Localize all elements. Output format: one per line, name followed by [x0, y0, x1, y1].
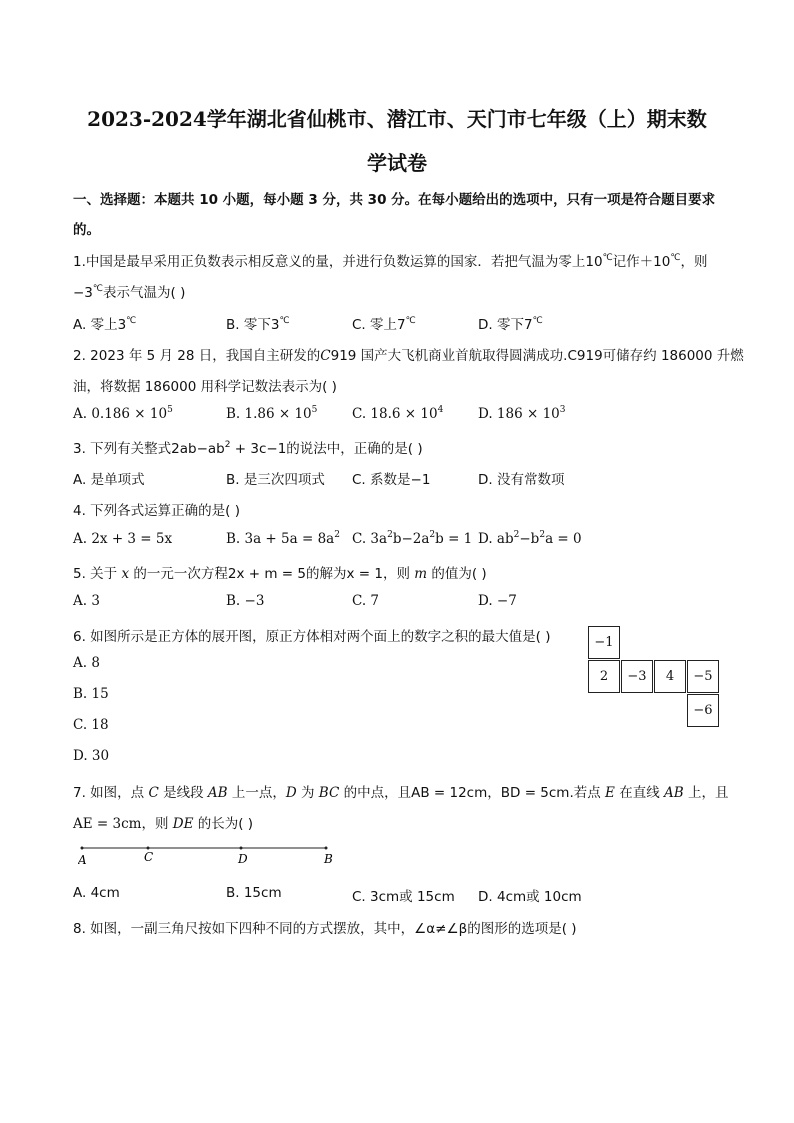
q2-option-c: C. $18.6 \times 10^4$	[352, 405, 444, 422]
q5-option-b: B. −3	[226, 593, 265, 609]
q4-option-c: C. $3a^2b-2a^2b = 1$	[352, 530, 473, 547]
question-1-stem-cont: −3℃表示气温为( )	[73, 284, 186, 301]
question-1-stem: 1.中国是最早采用正负数表示相反意义的量，并进行负数运算的国家．若把气温为零上10℃记作＋10℃，则	[73, 253, 708, 270]
net-cell: 4	[654, 660, 686, 693]
q2-option-d: D. $186 \times 10^3$	[478, 405, 566, 422]
net-cell: −3	[621, 660, 653, 693]
point-a-dot	[81, 847, 84, 850]
exam-title-line1: 2023-2024学年湖北省仙桃市、潜江市、天门市七年级（上）期末数	[87, 107, 707, 131]
question-5-stem: 5. 关于 x 的一元一次方程2x + m = 5的解为x = 1，则 m 的值为( )	[73, 566, 487, 582]
q3-option-b: B. 是三次四项式	[226, 472, 325, 488]
q1-option-a: A. 零上3℃	[73, 316, 137, 333]
point-b-label: B	[324, 852, 333, 866]
segment-figure	[78, 844, 338, 870]
q2-option-a: A. $0.186 \times 10^5$	[73, 405, 173, 422]
question-2-stem-cont: 油，将数据 186000 用科学记数法表示为( )	[73, 379, 337, 395]
q4-option-a: A. 2x + 3 = 5x	[73, 531, 173, 547]
point-d-label: D	[238, 852, 248, 866]
point-a-label: A	[78, 853, 87, 867]
point-c-label: C	[144, 850, 154, 864]
q6-option-a: A. 8	[73, 655, 100, 671]
question-7-stem-cont: AE = 3cm，则 DE 的长为( )	[73, 816, 254, 832]
point-d-dot	[240, 847, 243, 850]
q6-option-b: B. 15	[73, 686, 109, 702]
q1-option-b: B. 零下3℃	[226, 316, 290, 333]
question-3-stem: 3. 下列有关整式$2ab-ab^2 + 3c-1$的说法中，正确的是( )	[73, 440, 423, 457]
section-heading-cont: 的。	[73, 222, 100, 238]
q5-option-a: A. 3	[73, 593, 100, 609]
q7-option-a: A. 4cm	[73, 885, 120, 901]
question-8-stem: 8. 如图，一副三角尺按如下四种不同的方式摆放，其中，∠α≠∠β的图形的选项是( )	[73, 921, 577, 937]
question-7-stem: 7. 如图，点 C 是线段 AB 上一点，D 为 BC 的中点，且AB = 12cm，BD = 5cm.若点 E 在直线 AB 上，且	[73, 785, 729, 801]
question-2-stem: 2. 2023 年 5 月 28 日，我国自主研发的C919 国产大飞机商业首航取得圆满成功.C919可储存约 186000 升燃	[73, 348, 744, 364]
q1-option-d: D. 零下7℃	[478, 316, 543, 333]
q6-option-c: C. 18	[73, 717, 109, 733]
net-cell: −5	[687, 660, 719, 693]
net-cell: −6	[687, 694, 719, 727]
cube-net-figure	[588, 626, 721, 728]
question-6-stem: 6. 如图所示是正方体的展开图，原正方体相对两个面上的数字之积的最大值是( )	[73, 629, 551, 645]
net-cell: 2	[588, 660, 620, 693]
q3-option-c: C. 系数是−1	[352, 472, 431, 488]
q3-option-a: A. 是单项式	[73, 472, 145, 488]
q7-option-c: C. 3cm或 15cm	[352, 889, 455, 905]
section-heading: 一、选择题：本题共 10 小题，每小题 3 分，共 30 分。在每小题给出的选项中，只有一项是符合题目要求	[73, 192, 716, 208]
q4-option-d: D. $ab^2-b^2a = 0$	[478, 530, 582, 547]
q3-option-d: D. 没有常数项	[478, 472, 565, 488]
question-4-stem: 4. 下列各式运算正确的是( )	[73, 503, 240, 519]
q1-option-c: C. 零上7℃	[352, 316, 416, 333]
q2-option-b: B. $1.86 \times 10^5$	[226, 405, 318, 422]
point-b-dot	[325, 847, 328, 850]
q6-option-d: D. 30	[73, 748, 110, 764]
exam-title-line2: 学试卷	[367, 151, 427, 175]
q5-option-c: C. 7	[352, 593, 380, 609]
q5-option-d: D. −7	[478, 593, 517, 609]
net-cell: −1	[588, 626, 620, 659]
q7-option-d: D. 4cm或 10cm	[478, 889, 582, 905]
q4-option-b: B. $3a + 5a = 8a^2$	[226, 530, 340, 547]
q7-option-b: B. 15cm	[226, 885, 282, 901]
